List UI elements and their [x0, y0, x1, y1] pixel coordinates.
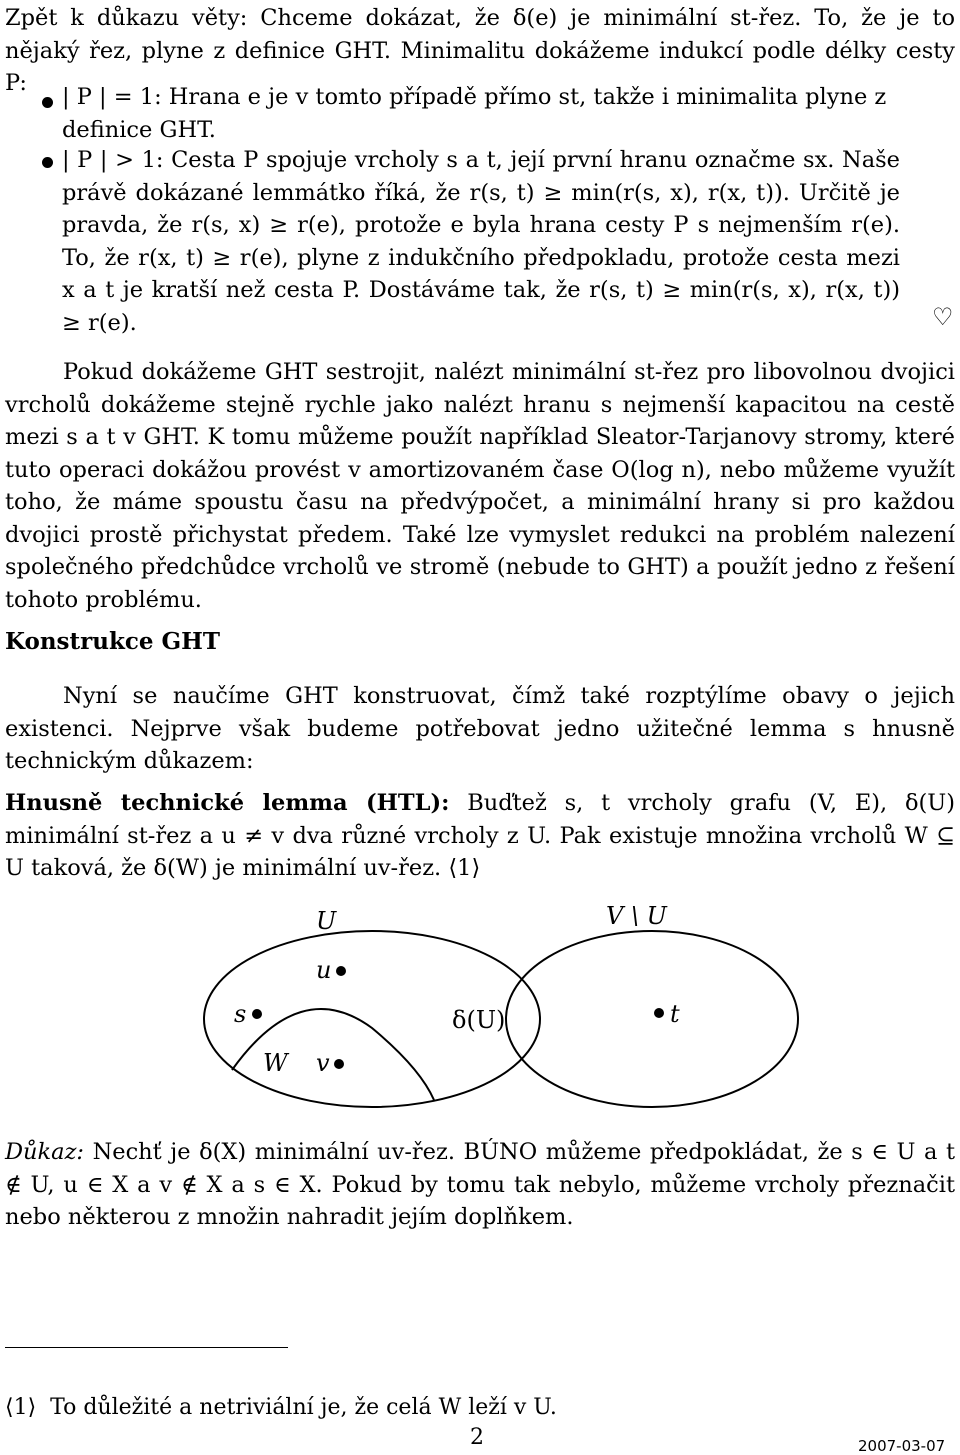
- lemma-body: Buďtež s, t vrcholy grafu (V, E), δ(U) minimální st-řez a u ≠ v dva různé vrcholy z U. Pak existuje množina vrcholů W ⊆ U taková, že δ(W) je minimální uv-řez.: [5, 790, 956, 881]
- page-number: 2: [470, 1425, 484, 1450]
- footnote: [5, 1395, 557, 1420]
- paragraph-construction-intro: Nyní se naučíme GHT konstruovat, čímž také rozptýlíme obavy o jejich existenci. Nejprve však budeme potřebovat jedno užitečné lemma s hnusně technickým důkazem:: [5, 683, 955, 774]
- footnote-rule: [5, 1347, 288, 1348]
- label-W: W: [263, 1049, 288, 1077]
- paragraph-ght-usage: Pokud dokážeme GHT sestrojit, nalézt minimální st-řez pro libovolnou dvojici vrcholů dokážeme stejně rychle jako nalézt hranu s nejmenší kapacitou na cestě mezi s a t v GHT. K tomu můžeme použít například Sleator-Tarjanovy stromy, které tuto operaci dokážou provést v amortizovaném čase O(log n), nebo můžeme využít toho, že máme spoustu času na předvýpočet, a minimální hrany si pro každou dvojici prostě přichystat předem. Také lze vymyslet redukci na problém nalezení společného předchůdce vrcholů ve stromě (nebude to GHT) a použít jedno z řešení tohoto problému.: [5, 359, 955, 613]
- label-VminusU: V \ U: [606, 902, 667, 930]
- bullet-item-2: | P | > 1: Cesta P spojuje vrcholy s a t, její první hranu označme sx. Naše právě dokázané lemmátko říká, že r(s, t) ≥ min(r(s, x), r(x, t)). Určitě je pravda, že r(s, x) ≥ r(e), protože e byla hrana cesty P s nejmenším r(e). To, že r(x, t) ≥ r(e), plyne z indukčního předpokladu, protože cesta mezi x a t je kratší než cesta P. Dostáváme tak, že r(s, t) ≥ min(r(s, x), r(x, t)) ≥ r(e).: [62, 147, 900, 336]
- footnote-mark[interactable]: ⟨1⟩: [448, 855, 481, 881]
- proof-label: Důkaz:: [5, 1139, 85, 1165]
- set-VminusU-ellipse: [506, 931, 798, 1107]
- intro-paragraph: Zpět k důkazu věty: Chceme dokázat, že δ(e) je minimální st-řez. To, že je to nějaký řez, plyne z definice GHT. Minimalitu dokážeme indukcí podle délky cesty P:: [5, 5, 955, 96]
- vertex-u: [336, 966, 346, 976]
- label-s: s: [234, 1000, 247, 1028]
- label-t: t: [670, 1000, 680, 1028]
- vertex-v: [334, 1059, 344, 1069]
- page-date: 2007-03-07: [858, 1437, 946, 1455]
- proof-body: Nechť je δ(X) minimální uv-řez. BÚNO můžeme předpokládat, že s ∈ U a t ∉ U, u ∈ X a v ∉ X a s ∈ X. Pokud by tomu tak nebylo, můžeme vrcholy přeznačit nebo některou z množin nahradit jejím doplňkem.: [5, 1139, 955, 1230]
- footnote-text: To důležité a netriviální je, že celá W leží v U.: [50, 1395, 557, 1420]
- label-v: v: [316, 1049, 330, 1077]
- vertex-t: [654, 1008, 664, 1018]
- label-u: u: [316, 956, 332, 984]
- bullet-item-1: | P | = 1: Hrana e je v tomto případě přímo st, takže i minimalita plyne z definice GHT.: [62, 84, 887, 143]
- footnote-number: ⟨1⟩: [5, 1395, 37, 1420]
- proof-block: [5, 1136, 955, 1234]
- vertex-s: [252, 1009, 262, 1019]
- section-heading: Konstrukce GHT: [5, 628, 221, 655]
- qed-heart-icon: ♡: [932, 303, 954, 331]
- label-cut: δ(U): [452, 1006, 506, 1034]
- label-U: U: [316, 907, 337, 935]
- lemma-title: Hnusně technické lemma (HTL):: [5, 790, 450, 816]
